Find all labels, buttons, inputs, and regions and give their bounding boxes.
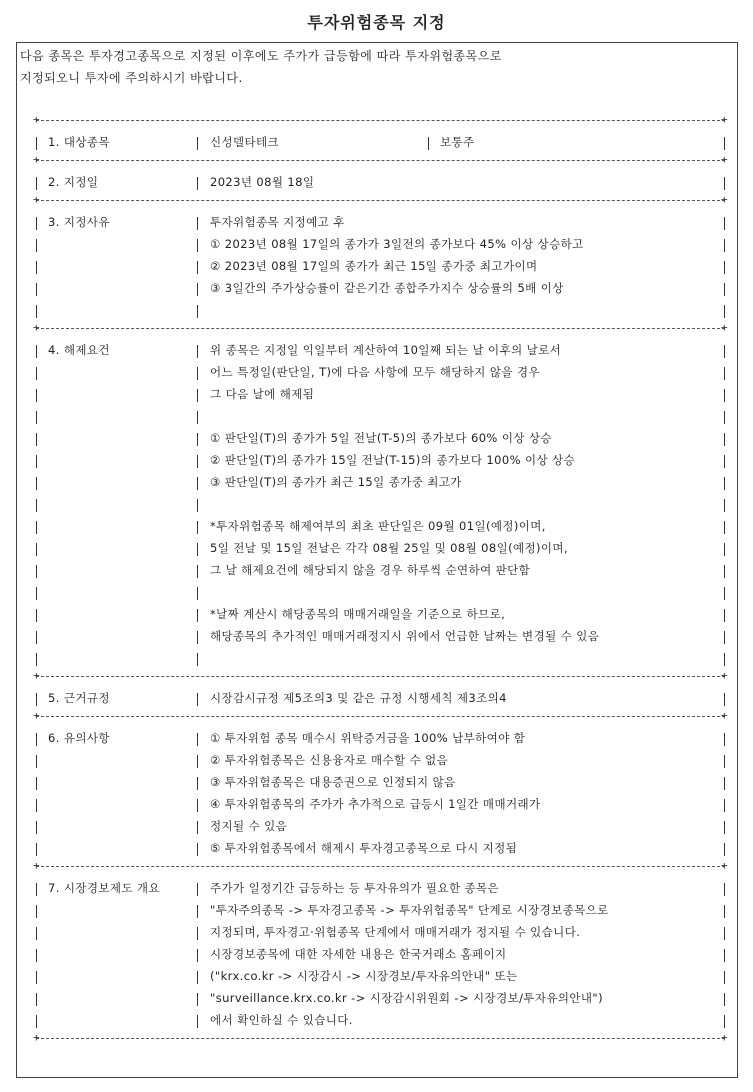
section-divider [36, 328, 725, 329]
section-line: 2023년 08월 18일 [210, 175, 315, 189]
corner-mark: + [721, 859, 728, 872]
column-bar [197, 949, 198, 962]
column-bar [197, 1015, 198, 1028]
column-bar [724, 217, 725, 230]
section-divider [36, 1038, 725, 1039]
section-line: ① 2023년 08월 17일의 종가가 3일전의 종가보다 45% 이상 상승하고 [210, 237, 584, 251]
section-label: 3. 지정사유 [48, 215, 110, 229]
column-bar [197, 653, 198, 666]
column-bar [197, 905, 198, 918]
column-bar [197, 477, 198, 490]
column-bar [36, 137, 37, 150]
column-bar [36, 993, 37, 1006]
column-bar [724, 949, 725, 962]
column-bar [36, 455, 37, 468]
column-bar [428, 137, 429, 150]
section-divider [36, 716, 725, 717]
column-bar [197, 843, 198, 856]
column-bar [724, 137, 725, 150]
section-divider [36, 200, 725, 201]
document-frame [16, 42, 738, 1078]
column-bar [197, 261, 198, 274]
column-bar [197, 927, 198, 940]
column-bar [724, 843, 725, 856]
column-bar [197, 217, 198, 230]
column-bar [724, 993, 725, 1006]
corner-mark: + [721, 321, 728, 334]
section-line: ② 투자위험종목은 신용융자로 매수할 수 없음 [210, 753, 449, 767]
section-line: ① 투자위험 종목 매수시 위탁증거금을 100% 납부하여야 함 [210, 731, 526, 745]
column-bar [36, 883, 37, 896]
section-line: 시장감시규정 제5조의3 및 같은 규정 시행세칙 제3조의4 [210, 691, 507, 705]
column-bar [36, 543, 37, 556]
corner-mark: + [33, 1031, 40, 1044]
section-line: ③ 판단일(T)의 종가가 최근 15일 종가중 최고가 [210, 475, 462, 489]
section-divider [36, 866, 725, 867]
column-bar [36, 433, 37, 446]
section-line: 시장경보종목에 대한 자세한 내용은 한국거래소 홈페이지 [210, 947, 507, 961]
corner-mark: + [721, 193, 728, 206]
column-bar [197, 587, 198, 600]
column-bar [724, 609, 725, 622]
column-bar [36, 927, 37, 940]
column-bar [724, 631, 725, 644]
corner-mark: + [721, 153, 728, 166]
section-label: 4. 해제요건 [48, 343, 110, 357]
column-bar [197, 367, 198, 380]
section-line: ④ 투자위험종목의 주가가 추가적으로 급등시 1일간 매매거래가 [210, 797, 541, 811]
section-line: "surveillance.krx.co.kr -> 시장감시위원회 -> 시장경보/투자유의안내") [210, 991, 603, 1005]
column-bar [36, 345, 37, 358]
column-bar [36, 755, 37, 768]
section-line: 어느 특정일(판단일, T)에 다음 사항에 모두 해당하지 않을 경우 [210, 365, 540, 379]
section-label: 2. 지정일 [48, 175, 99, 189]
column-bar [724, 653, 725, 666]
corner-mark: + [721, 669, 728, 682]
column-bar [197, 543, 198, 556]
column-bar [36, 905, 37, 918]
column-bar [197, 971, 198, 984]
column-bar [197, 521, 198, 534]
section-line: ("krx.co.kr -> 시장감시 -> 시장경보/투자유의안내" 또는 [210, 969, 518, 983]
section-label: 1. 대상종목 [48, 135, 110, 149]
column-bar [197, 693, 198, 706]
section-line: *날짜 계산시 해당종목의 매매거래일을 기준으로 하므로, [210, 607, 506, 621]
column-bar [36, 367, 37, 380]
column-bar [724, 755, 725, 768]
section-divider [36, 160, 725, 161]
section-line: ② 판단일(T)의 종가가 15일 전날(T-15)의 종가보다 100% 이상 상승 [210, 453, 576, 467]
stock-type: 보통주 [440, 135, 475, 149]
column-bar [724, 565, 725, 578]
column-bar [724, 455, 725, 468]
section-divider [36, 120, 725, 121]
column-bar [724, 777, 725, 790]
intro-line: 지정되오니 투자에 주의하시기 바랍니다. [20, 71, 243, 85]
section-line: 정지될 수 있음 [210, 819, 288, 833]
section-line: 주가가 일정기간 급등하는 등 투자유의가 필요한 종목은 [210, 881, 500, 895]
column-bar [36, 177, 37, 190]
section-line: 신성델타테크 [210, 135, 280, 149]
column-bar [724, 905, 725, 918]
corner-mark: + [721, 1031, 728, 1044]
column-bar [724, 821, 725, 834]
column-bar [197, 755, 198, 768]
section-line: "투자주의종목 -> 투자경고종목 -> 투자위험종목" 단계로 시장경보종목으로 [210, 903, 609, 917]
column-bar [36, 499, 37, 512]
column-bar [197, 177, 198, 190]
corner-mark: + [33, 193, 40, 206]
section-label: 7. 시장경보제도 개요 [48, 881, 160, 895]
section-line: 위 종목은 지정일 익일부터 계산하여 10일째 되는 날 이후의 날로서 [210, 343, 562, 357]
corner-mark: + [33, 669, 40, 682]
corner-mark: + [33, 709, 40, 722]
column-bar [724, 367, 725, 380]
column-bar [197, 565, 198, 578]
section-line: *투자위험종목 해제여부의 최초 판단일은 09월 01일(예정)이며, [210, 519, 546, 533]
section-label: 6. 유의사항 [48, 731, 110, 745]
column-bar [197, 455, 198, 468]
column-bar [197, 389, 198, 402]
column-bar [724, 177, 725, 190]
corner-mark: + [721, 709, 728, 722]
corner-mark: + [33, 859, 40, 872]
document-title: 투자위험종목 지정 [307, 13, 446, 32]
column-bar [724, 587, 725, 600]
column-bar [724, 799, 725, 812]
column-bar [36, 389, 37, 402]
column-bar [36, 733, 37, 746]
column-bar [724, 927, 725, 940]
section-line: ③ 투자위험종목은 대용증권으로 인정되지 않음 [210, 775, 456, 789]
corner-mark: + [33, 153, 40, 166]
corner-mark: + [721, 113, 728, 126]
column-bar [36, 587, 37, 600]
section-line: ③ 3일간의 주가상승률이 같은기간 종합주가지수 상승률의 5배 이상 [210, 281, 564, 295]
section-label: 5. 근거규정 [48, 691, 110, 705]
column-bar [36, 261, 37, 274]
column-bar [724, 733, 725, 746]
column-bar [197, 499, 198, 512]
column-bar [724, 239, 725, 252]
column-bar [36, 653, 37, 666]
column-bar [36, 949, 37, 962]
section-line: ② 2023년 08월 17일의 종가가 최근 15일 종가중 최고가이며 [210, 259, 538, 273]
column-bar [36, 799, 37, 812]
column-bar [36, 283, 37, 296]
column-bar [197, 993, 198, 1006]
section-divider [36, 676, 725, 677]
section-line: 그 다음 날에 해제됨 [210, 387, 315, 401]
column-bar [36, 239, 37, 252]
section-line: ① 판단일(T)의 종가가 5일 전날(T-5)의 종가보다 60% 이상 상승 [210, 431, 552, 445]
column-bar [724, 499, 725, 512]
section-line: 그 날 해제요건에 해당되지 않을 경우 하루씩 순연하여 판단함 [210, 563, 531, 577]
column-bar [36, 565, 37, 578]
section-line: ⑤ 투자위험종목에서 해제시 투자경고종목으로 다시 지정됨 [210, 841, 518, 855]
section-line: 지정되며, 투자경고·위험종목 단계에서 매매거래가 정지될 수 있습니다. [210, 925, 581, 939]
column-bar [36, 217, 37, 230]
column-bar [197, 883, 198, 896]
column-bar [724, 305, 725, 318]
intro-line: 다음 종목은 투자경고종목으로 지정된 이후에도 주가가 급등함에 따라 투자위험종목으로 [20, 49, 502, 63]
column-bar [36, 609, 37, 622]
column-bar [36, 777, 37, 790]
corner-mark: + [33, 113, 40, 126]
column-bar [724, 693, 725, 706]
column-bar [36, 477, 37, 490]
column-bar [724, 883, 725, 896]
column-bar [197, 283, 198, 296]
column-bar [197, 777, 198, 790]
column-bar [36, 305, 37, 318]
column-bar [197, 239, 198, 252]
section-line: 해당종목의 추가적인 매매거래정지시 위에서 언급한 날짜는 변경될 수 있음 [210, 629, 600, 643]
column-bar [36, 1015, 37, 1028]
column-bar [197, 733, 198, 746]
column-bar [36, 821, 37, 834]
column-bar [724, 411, 725, 424]
column-bar [197, 821, 198, 834]
column-bar [36, 843, 37, 856]
column-bar [724, 1015, 725, 1028]
column-bar [197, 345, 198, 358]
column-bar [197, 631, 198, 644]
column-bar [197, 799, 198, 812]
section-line: 투자위험종목 지정예고 후 [210, 215, 345, 229]
section-line: 5일 전날 및 15일 전날은 각각 08월 25일 및 08월 08일(예정)이며, [210, 541, 568, 555]
column-bar [36, 521, 37, 534]
column-bar [36, 411, 37, 424]
column-bar [724, 971, 725, 984]
column-bar [197, 305, 198, 318]
column-bar [724, 543, 725, 556]
column-bar [36, 971, 37, 984]
column-bar [36, 693, 37, 706]
section-line: 에서 확인하실 수 있습니다. [210, 1013, 353, 1027]
column-bar [724, 433, 725, 446]
column-bar [197, 411, 198, 424]
column-bar [724, 389, 725, 402]
corner-mark: + [33, 321, 40, 334]
column-bar [724, 283, 725, 296]
column-bar [724, 345, 725, 358]
column-bar [197, 609, 198, 622]
column-bar [724, 477, 725, 490]
column-bar [724, 261, 725, 274]
column-bar [197, 137, 198, 150]
column-bar [197, 433, 198, 446]
column-bar [724, 521, 725, 534]
column-bar [36, 631, 37, 644]
